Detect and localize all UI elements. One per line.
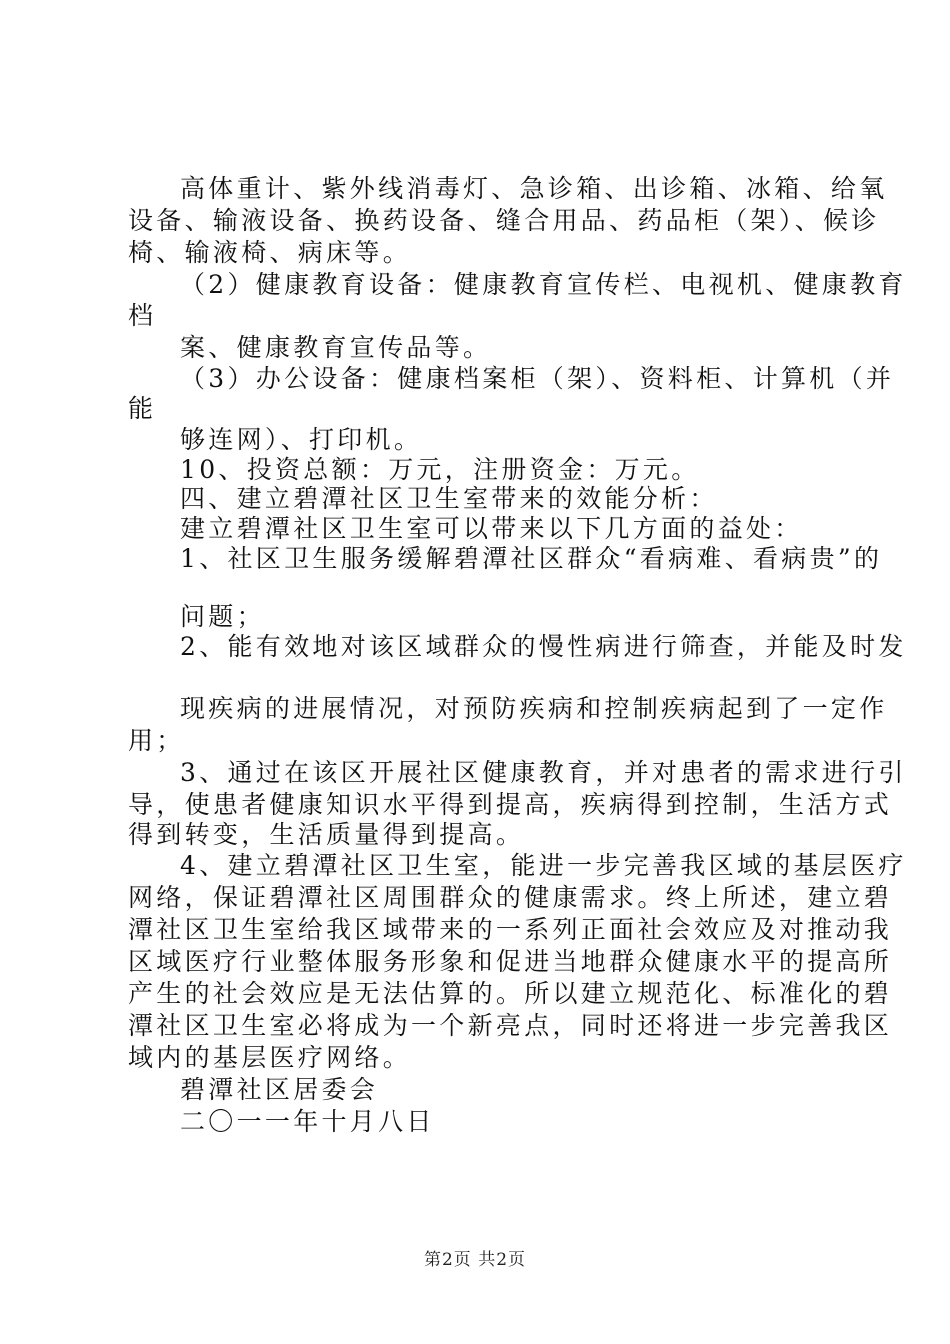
text-line: 问题； xyxy=(180,602,265,631)
text-line: 得到转变，生活质量得到提高。 xyxy=(128,820,525,849)
page-number-footer: 第2页 共2页 xyxy=(423,1250,527,1270)
text-line: 10、投资总额：万元，注册资金：万元。 xyxy=(180,455,700,484)
text-line: 设备、输液设备、换药设备、缝合用品、药品柜（架）、候诊 xyxy=(128,206,880,235)
text-line: （2）健康教育设备：健康教育宣传栏、电视机、健康教育 xyxy=(180,270,907,299)
text-line: 产生的社会效应是无法估算的。所以建立规范化、标准化的碧 xyxy=(128,979,893,1008)
text-line: 椅、输液椅、病床等。 xyxy=(128,238,412,267)
text-line: 高体重计、紫外线消毒灯、急诊箱、出诊箱、冰箱、给氧 xyxy=(180,174,888,203)
text-line: 建立碧潭社区卫生室可以带来以下几方面的益处： xyxy=(180,514,803,543)
section-heading: 四、建立碧潭社区卫生室带来的效能分析： xyxy=(180,484,718,513)
text-line: 潭社区卫生室必将成为一个新亮点，同时还将进一步完善我区 xyxy=(128,1011,893,1040)
text-line: 域内的基层医疗网络。 xyxy=(128,1043,412,1072)
text-line: 潭社区卫生室给我区域带来的一系列正面社会效应及对推动我 xyxy=(128,915,893,944)
text-line: 现疾病的进展情况，对预防疾病和控制疾病起到了一定作 xyxy=(180,694,888,723)
text-line: （3）办公设备：健康档案柜（架）、资料柜、计算机（并 xyxy=(180,364,895,393)
text-line: 4、建立碧潭社区卫生室，能进一步完善我区域的基层医疗 xyxy=(180,851,907,880)
text-line: 导，使患者健康知识水平得到提高，疾病得到控制，生活方式 xyxy=(128,790,893,819)
signature-date: 二〇一一年十月八日 xyxy=(180,1107,435,1136)
text-line: 2、能有效地对该区域群众的慢性病进行筛查，并能及时发 xyxy=(180,632,907,661)
text-line: 用； xyxy=(128,726,185,755)
text-line: 1、社区卫生服务缓解碧潭社区群众“看病难、看病贵”的 xyxy=(180,544,883,573)
text-line: 案、健康教育宣传品等。 xyxy=(180,333,492,362)
text-line: 档 xyxy=(128,301,157,330)
text-line: 网络，保证碧潭社区周围群众的健康需求。终上所述，建立碧 xyxy=(128,883,893,912)
text-line: 能 xyxy=(128,394,157,423)
text-line: 区域医疗行业整体服务形象和促进当地群众健康水平的提高所 xyxy=(128,947,893,976)
text-line: 够连网）、打印机。 xyxy=(180,425,423,454)
text-line: 3、通过在该区开展社区健康教育，并对患者的需求进行引 xyxy=(180,758,907,787)
signature-organization: 碧潭社区居委会 xyxy=(180,1075,379,1104)
